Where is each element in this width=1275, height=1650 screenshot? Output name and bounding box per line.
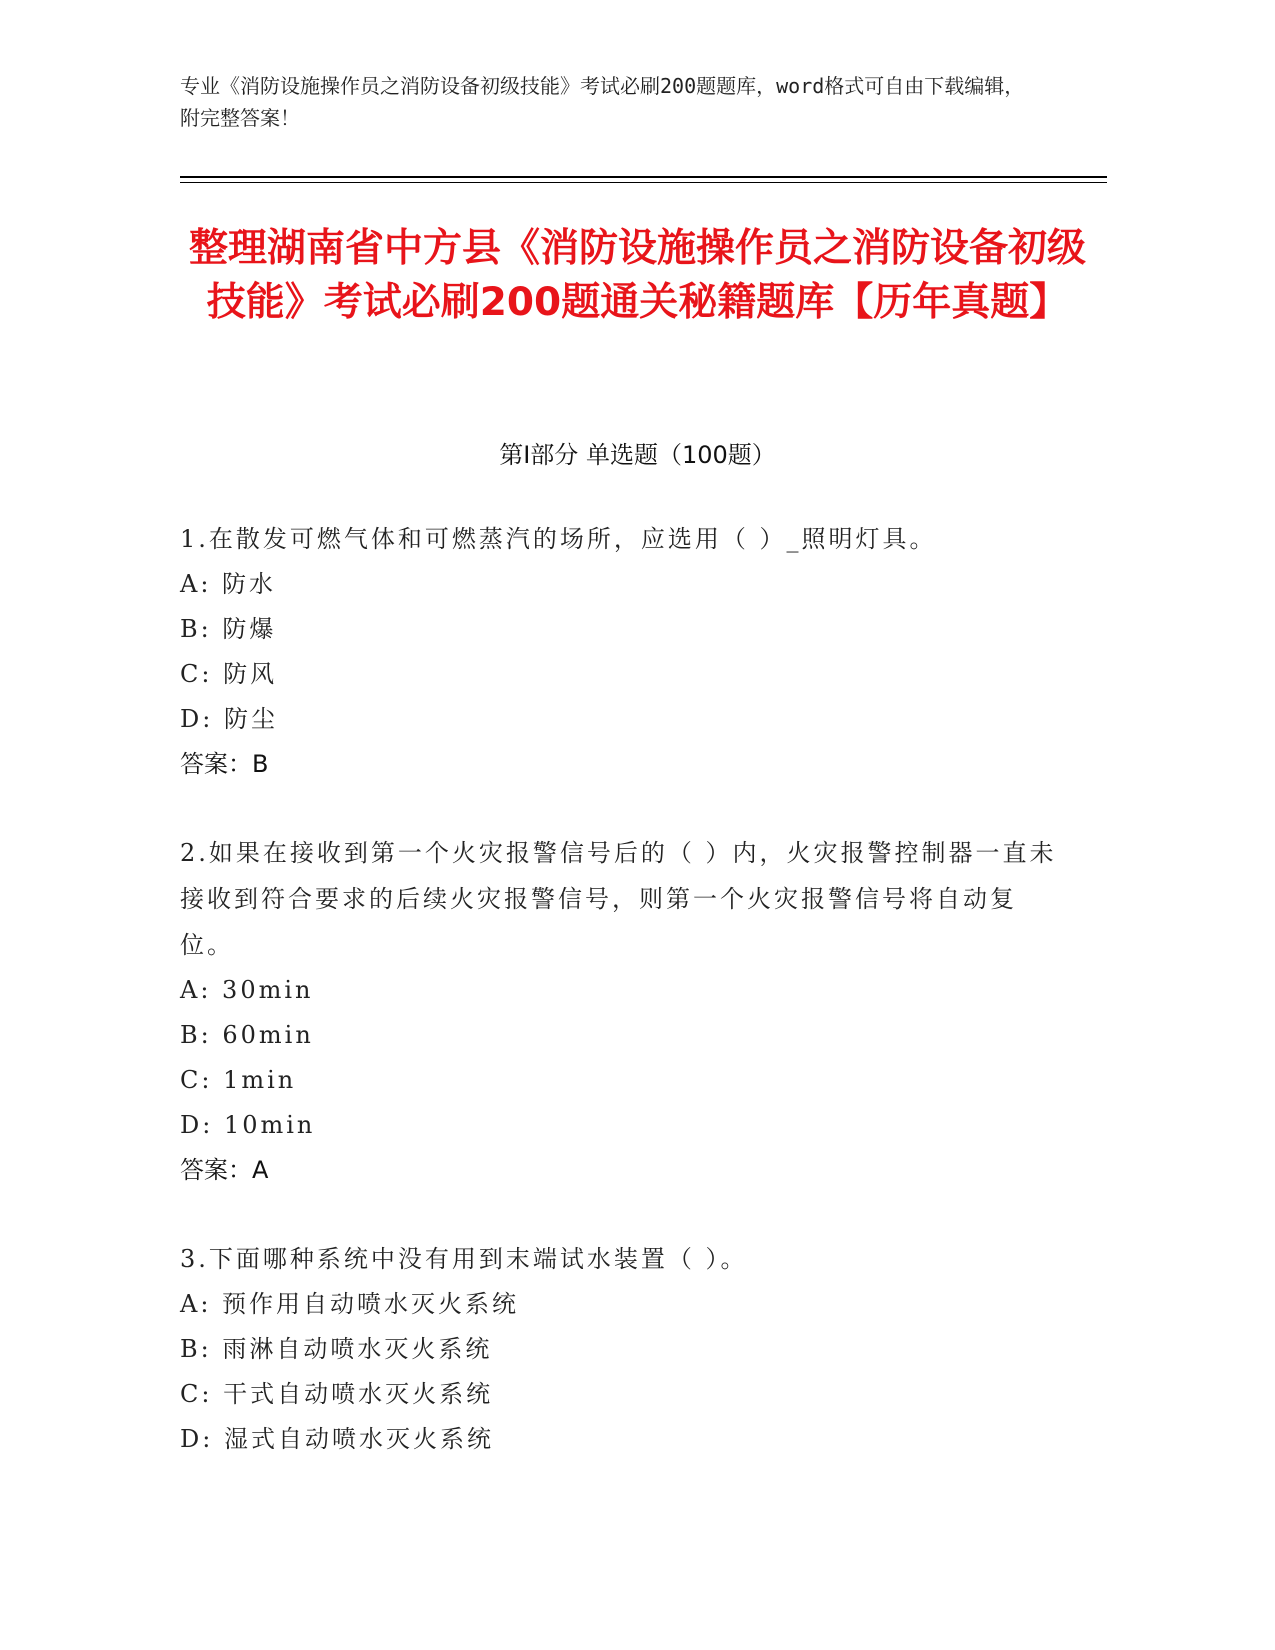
header-divider-thick	[180, 176, 1107, 178]
question-text: 1.在散发可燃气体和可燃蒸汽的场所，应选用（ ）_照明灯具。	[180, 525, 937, 553]
question-3	[180, 1236, 1060, 1462]
question-text: 2.如果在接收到第一个火灾报警信号后的（ ）内，火灾报警控制器一直未接收到符合要求的后续火灾报警信号，则第一个火灾报警信号将自动复位。	[180, 839, 1057, 959]
answer: 答案：B	[180, 750, 269, 778]
option-c: C: 干式自动喷水灭火系统	[180, 1380, 494, 1408]
option-d: D: 防尘	[180, 705, 278, 733]
header-note: 专业《消防设施操作员之消防设备初级技能》考试必刷200题题库，word格式可自由下载编辑，附完整答案！	[180, 74, 1025, 130]
option-d: D: 湿式自动喷水灭火系统	[180, 1425, 494, 1453]
question-1	[180, 516, 1060, 786]
option-c: C: 防风	[180, 660, 278, 688]
option-c: C: 1min	[180, 1066, 297, 1094]
option-b: B: 雨淋自动喷水灭火系统	[180, 1335, 493, 1363]
answer: 答案：A	[180, 1156, 269, 1184]
document-title: 整理湖南省中方县《消防设施操作员之消防设备初级技能》考试必刷200题通关秘籍题库【历年真题】	[188, 226, 1086, 325]
option-a: A: 30min	[180, 976, 314, 1004]
option-d: D: 10min	[180, 1111, 316, 1139]
question-list	[180, 516, 1060, 1506]
question-2	[180, 830, 1060, 1192]
question-text: 3.下面哪种系统中没有用到末端试水装置（ ）。	[180, 1245, 748, 1273]
option-a: A: 防水	[180, 570, 277, 598]
option-b: B: 60min	[180, 1021, 314, 1049]
section-title: 第I部分 单选题（100题）	[499, 441, 776, 469]
header-divider-thin	[180, 182, 1107, 183]
option-a: A: 预作用自动喷水灭火系统	[180, 1290, 520, 1318]
option-b: B: 防爆	[180, 615, 277, 643]
